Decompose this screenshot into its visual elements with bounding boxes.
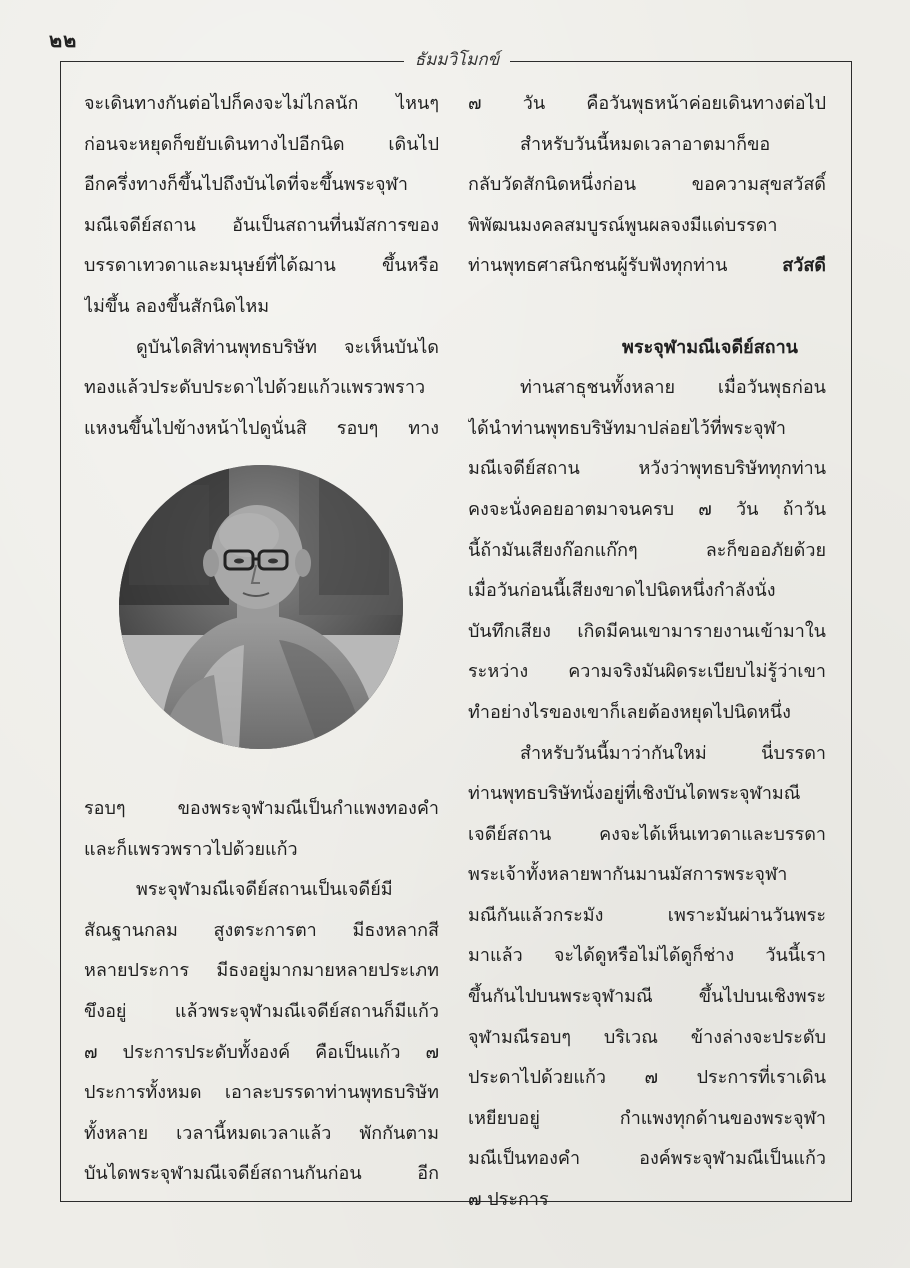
text-line: บันทึกเสียง เกิดมีคนเขามารายงานเข้ามาใน [468, 620, 826, 642]
text-line: บันไดพระจุฬามณีเจดีย์สถานกันก่อน อีก [84, 1163, 439, 1185]
text-line: ได้นำท่านพุทธบริษัทมาปล่อยไว้ที่พระจุฬา [468, 417, 786, 439]
text-line-with-closing [468, 246, 826, 287]
text-line: มณีกันแล้วกระมัง เพราะมันผ่านวันพระ [468, 904, 826, 926]
text-line: สำหรับวันนี้หมดเวลาอาตมาก็ขอ [520, 133, 771, 155]
blank-line [468, 287, 826, 328]
text-line: นี้ถ้ามันเสียงก๊อกแก๊กๆ ละก็ขออภัยด้วย [468, 539, 826, 561]
text-line: มณีเจดีย์สถาน อันเป็นสถานที่นมัสการของ [84, 214, 439, 236]
text-line: มณีเป็นทองคำ องค์พระจุฬามณีเป็นแก้ว [468, 1148, 826, 1170]
text-line: ขึ้นกันไปบนพระจุฬามณี ขึ้นไปบนเชิงพระ [468, 986, 826, 1008]
text-line: ทำอย่างไรของเขาก็เลยต้องหยุดไปนิดหนึ่ง [468, 701, 791, 723]
text-line: หลายประการ มีธงอยู่มากมายหลายประเภท [84, 960, 439, 982]
text-line: ดูบันไดสิท่านพุทธบริษัท จะเห็นบันได [136, 336, 439, 358]
text-line: อีกครึ่งทางก็ขึ้นไปถึงบันไดที่จะขึ้นพระจุฬา [84, 174, 408, 196]
text-line: มณีเจดีย์สถาน หวังว่าพุทธบริษัททุกท่าน [468, 458, 826, 480]
text-line: สัณฐานกลม สูงตระการตา มีธงหลากสี [84, 919, 439, 941]
text-line: มาแล้ว จะได้ดูหรือไม่ได้ดูก็ช่าง วันนี้เรา [468, 945, 826, 967]
text-segment: ท่านพุทธศาสนิกชนผู้รับฟังทุกท่าน [468, 255, 728, 277]
text-line: พระจุฬามณีเจดีย์สถานเป็นเจดีย์มี [136, 879, 393, 901]
text-line: ระหว่าง ความจริงมันผิดระเบียบไม่รู้ว่าเขา [468, 661, 826, 683]
text-line: ก่อนจะหยุดก็ขยับเดินทางไปอีกนิด เดินไป [84, 133, 439, 155]
running-head: ธัมมวิโมกข์ [414, 50, 500, 70]
page-number: ๒๒ [49, 28, 78, 52]
text-line: และก็แพรวพราวไปด้วยแก้ว [84, 838, 298, 860]
text-line: ประการทั้งหมด เอาละบรรดาท่านพุทธบริษัท [84, 1082, 439, 1104]
text-line: กลับวัดสักนิดหนึ่งก่อน ขอความสุขสวัสดิ์ [468, 174, 826, 196]
text-line: รอบๆ ของพระจุฬามณีเป็นกำแพงทองคำ [84, 798, 439, 819]
text-line: ทั้งหลาย เวลานี้หมดเวลาแล้ว พักกันตาม [84, 1122, 439, 1144]
portrait-circle-frame [119, 465, 403, 749]
closing-word: สวัสดี [782, 255, 826, 277]
text-line: ๗ วัน คือวันพุธหน้าค่อยเดินทางต่อไป [468, 93, 826, 114]
left-column-bottom [84, 789, 439, 1195]
text-line: พระเจ้าทั้งหลายพากันมานมัสการพระจุฬา [468, 864, 788, 886]
text-line: เมื่อวันก่อนนี้เสียงขาดไปนิดหนึ่งกำลังนั่ง [468, 580, 776, 602]
text-line: เจดีย์สถาน คงจะได้เห็นเทวดาและบรรดา [468, 823, 826, 845]
text-line: บรรดาเทวดาและมนุษย์ที่ได้ฌาน ขึ้นหรือ [84, 255, 439, 277]
text-line: จะเดินทางกันต่อไปก็คงจะไม่ไกลนัก ไหนๆ [84, 93, 439, 114]
text-line: ประดาไปด้วยแก้ว ๗ ประการที่เราเดิน [468, 1067, 826, 1089]
text-line: ขึงอยู่ แล้วพระจุฬามณีเจดีย์สถานก็มีแก้ว [84, 1000, 439, 1022]
monk-portrait-photo [119, 465, 403, 749]
text-line: จุฬามณีรอบๆ บริเวณ ข้างล่างจะประดับ [468, 1026, 826, 1048]
text-line: สำหรับวันนี้มาว่ากันใหม่ นี่บรรดา [520, 742, 826, 764]
text-line: ทองแล้วประดับประดาไปด้วยแก้วแพรวพราว [84, 377, 426, 399]
text-line: แหงนขึ้นไปข้างหน้าไปดูนั่นสิ รอบๆ ทาง [84, 417, 439, 439]
text-line: เหยียบอยู่ กำแพงทุกด้านของพระจุฬา [468, 1107, 826, 1129]
text-line: ไม่ขึ้น ลองขึ้นสักนิดไหม [84, 295, 270, 317]
text-line: ท่านพุทธบริษัทนั่งอยู่ที่เชิงบันไดพระจุฬามณี [468, 783, 801, 805]
section-heading: พระจุฬามณีเจดีย์สถาน [622, 336, 798, 358]
text-line: ๗ ประการ [468, 1189, 549, 1211]
right-column [468, 84, 826, 1221]
text-line: พิพัฒนมงคลสมบูรณ์พูนผลจงมีแด่บรรดา [468, 214, 778, 236]
text-line: คงจะนั่งคอยอาตมาจนครบ ๗ วัน ถ้าวัน [468, 498, 826, 520]
portrait-image [119, 465, 403, 749]
left-column-top [84, 84, 439, 449]
text-line: ๗ ประการประดับทั้งองค์ คือเป็นแก้ว ๗ [84, 1041, 439, 1063]
text-line: ท่านสาธุชนทั้งหลาย เมื่อวันพุธก่อน [520, 377, 826, 399]
